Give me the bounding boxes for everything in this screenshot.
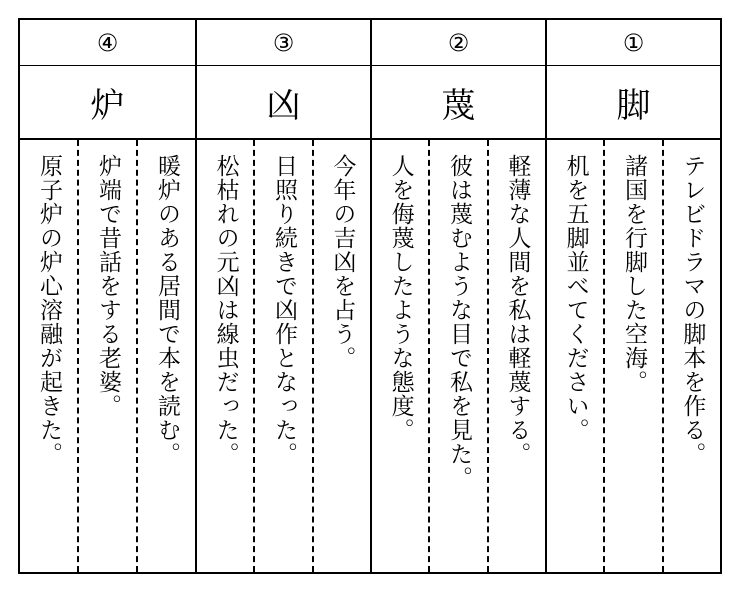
- column-3: [195, 20, 370, 572]
- example-sentence: 松枯れの元凶は線虫だった。: [212, 154, 239, 466]
- column-4: [20, 20, 195, 572]
- sentence-area: [372, 140, 545, 572]
- sentence-line: [547, 140, 603, 572]
- sentence-line: [77, 140, 136, 572]
- example-sentence: 日照り続きで凶作となった。: [271, 154, 297, 466]
- target-kanji: 凶: [197, 66, 370, 140]
- sentence-line: [428, 140, 486, 572]
- example-sentence: 彼は蔑むような目で私を見た。: [446, 154, 472, 490]
- sentence-area: [547, 140, 720, 572]
- sentence-line: [253, 140, 311, 572]
- target-kanji: 蔑: [372, 66, 545, 140]
- example-sentence: 原子炉の炉心溶融が起きた。: [36, 154, 62, 466]
- sentence-line: [487, 140, 545, 572]
- column-number: ②: [372, 20, 545, 66]
- sentence-line: [312, 140, 370, 572]
- example-sentence: 今年の吉凶を占う。: [329, 154, 356, 370]
- sentence-line: [603, 140, 661, 572]
- sentence-area: [20, 140, 195, 572]
- column-number: ③: [197, 20, 370, 66]
- column-1: [545, 20, 720, 572]
- example-sentence: 暖炉のある居間で本を読む。: [154, 154, 180, 466]
- column-2: [370, 20, 545, 572]
- sentence-area: [197, 140, 370, 572]
- sentence-line: [20, 140, 77, 572]
- example-sentence: 人を侮蔑したような態度。: [387, 154, 414, 442]
- example-sentence: 炉端で昔話をする老婆。: [95, 154, 121, 418]
- column-number: ①: [547, 20, 720, 66]
- example-sentence: 軽薄な人間を私は軽蔑する。: [504, 154, 531, 466]
- column-number: ④: [20, 20, 195, 66]
- sentence-line: [662, 140, 720, 572]
- sentence-line: [197, 140, 253, 572]
- target-kanji: 脚: [547, 66, 720, 140]
- example-sentence: 机を五脚並べてください。: [562, 154, 589, 442]
- example-sentence: テレビドラマの脚本を作る。: [679, 154, 706, 466]
- sentence-line: [372, 140, 428, 572]
- target-kanji: 炉: [20, 66, 195, 140]
- worksheet-table: [18, 18, 722, 574]
- example-sentence: 諸国を行脚した空海。: [621, 154, 647, 394]
- sentence-line: [136, 140, 195, 572]
